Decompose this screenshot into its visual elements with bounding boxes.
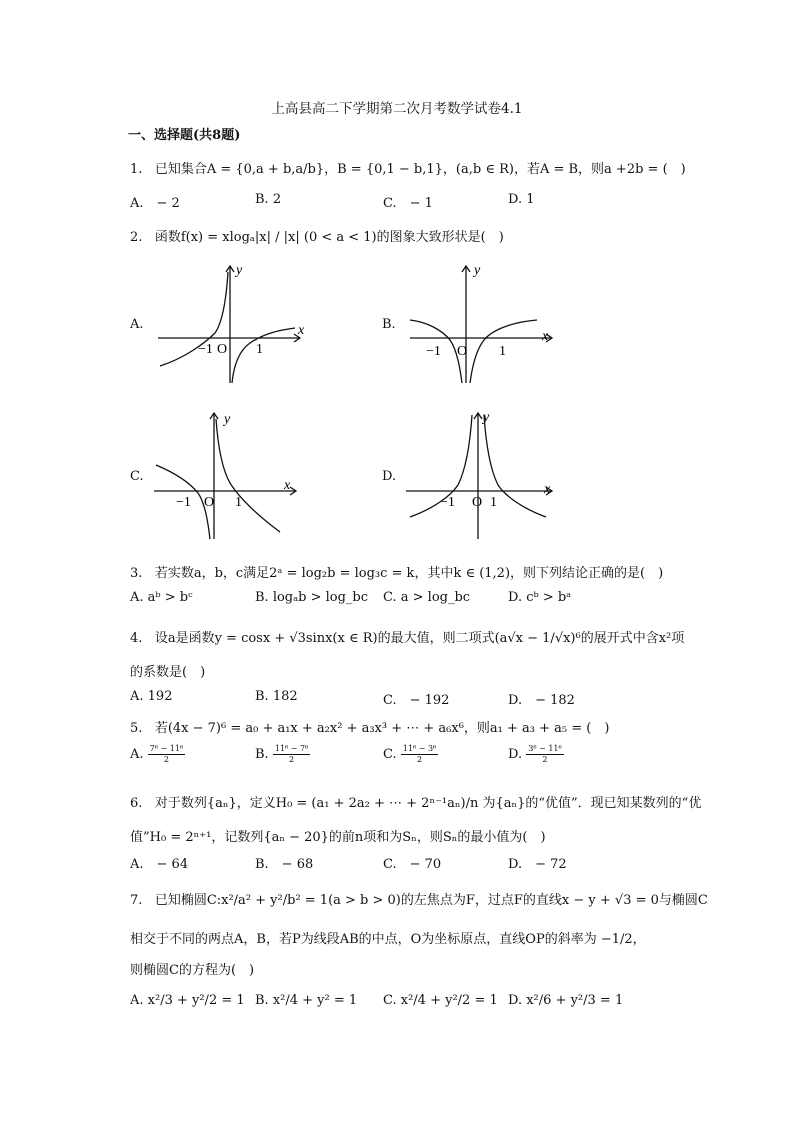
option-d: D. − 72 — [508, 857, 567, 872]
exam-title: 上高县高二下学期第二次月考数学试卷4.1 — [271, 101, 523, 117]
tick-neg-one: −1 — [440, 495, 455, 510]
option-b: B. − 68 — [255, 857, 314, 872]
graph-c-label: C. — [130, 469, 144, 484]
option-a: A. 192 — [130, 689, 173, 704]
question-number: 2. — [130, 230, 143, 245]
fraction-numerator: 7⁶ − 11⁶ — [149, 744, 184, 753]
question-number: 1. — [130, 162, 143, 177]
graph-d — [402, 407, 562, 542]
question-text: 已知集合A = {0,a + b,a/b}，B = {0,1 − b,1}，(a,b ∈ R)，若A = B，则a +2b = ( ) — [154, 162, 686, 177]
question-number: 5. — [130, 721, 143, 736]
y-axis-label: y — [474, 263, 481, 278]
question-5 — [130, 717, 609, 736]
question-number: 3. — [130, 566, 143, 581]
question-number: 7. — [130, 893, 143, 908]
graph-d-label: D. — [382, 469, 397, 484]
option-b: B. x²/4 + y² = 1 — [255, 993, 358, 1008]
option-c: C. − 192 — [383, 693, 450, 708]
tick-one: 1 — [256, 342, 263, 357]
origin-label: O — [217, 342, 228, 357]
question-6 — [130, 792, 701, 811]
origin-label: O — [472, 495, 483, 510]
fraction-denominator: 2 — [416, 755, 423, 764]
question-7-continued-2: 则椭圆C的方程为( ) — [130, 963, 255, 978]
question-number: 4. — [130, 631, 143, 646]
question-7-continued: 相交于不同的两点A，B，若P为线段AB的中点，O为坐标原点，直线OP的斜率为 −1/2， — [130, 932, 646, 947]
fraction-denominator: 2 — [163, 755, 169, 764]
graph-b-label: B. — [382, 317, 396, 332]
option-c: C. − 70 — [383, 857, 442, 872]
question-text: 设a是函数y = cosx + √3sinx(x ∈ R)的最大值，则二项式(a√x − 1/√x)⁶的展开式中含x²项 — [154, 631, 685, 646]
origin-label: O — [204, 495, 215, 510]
fraction-denominator: 2 — [289, 755, 295, 764]
option-d: D. cᵇ > bᵃ — [508, 590, 572, 605]
question-text: 已知椭圆C:x²/a² + y²/b² = 1(a > b > 0)的左焦点为F，过点F的直线x − y + √3 = 0与椭圆C — [154, 893, 708, 908]
question-6-continued: 值”H₀ = 2ⁿ⁺¹，记数列{aₙ − 20}的前n项和为Sₙ，则Sₙ的最小值为( ) — [130, 830, 546, 845]
x-axis-label: x — [542, 329, 549, 344]
option-c: C. x²/4 + y²/2 = 1 — [383, 993, 498, 1008]
x-axis-label: x — [284, 478, 291, 493]
option-a: A. − 64 — [130, 857, 189, 872]
option-b: B. 2 — [255, 192, 282, 207]
question-4-continued: 的系数是( ) — [130, 665, 206, 680]
graph-b — [402, 258, 562, 388]
question-2 — [130, 226, 504, 245]
x-axis-label: x — [298, 323, 305, 338]
fraction-numerator: 3⁶ − 11⁶ — [528, 744, 562, 753]
tick-one: 1 — [499, 344, 506, 359]
tick-neg-one: −1 — [198, 342, 213, 357]
graph-a — [150, 258, 310, 388]
option-b: B. 182 — [255, 689, 298, 704]
option-d: D. 1 — [508, 192, 535, 207]
question-text: 函数f(x) = xlogₐ|x| / |x| (0 < a < 1)的图象大致形状是( ) — [154, 230, 504, 245]
y-axis-label: y — [483, 410, 490, 425]
tick-neg-one: −1 — [426, 344, 441, 359]
option-b: B. $\frac{\text{11⁶ − 7⁶}}{2}$ — [255, 744, 309, 764]
y-axis-label: y — [236, 263, 243, 278]
option-a: A. $\frac{\text{7⁶ − 11⁶}}{2}$ — [130, 744, 184, 764]
x-axis-label: x — [544, 482, 551, 497]
option-b: B. logₐb > log_bc — [255, 590, 369, 605]
question-1 — [130, 158, 686, 177]
option-d: D. x²/6 + y²/3 = 1 — [508, 993, 624, 1008]
section-heading: 一、选择题(共8题) — [128, 128, 241, 143]
tick-one: 1 — [235, 495, 242, 510]
question-text: 对于数列{aₙ}，定义H₀ = (a₁ + 2a₂ + ⋯ + 2ⁿ⁻¹aₙ)/n 为{aₙ}的“优值”．现已知某数列的“优 — [154, 796, 702, 811]
option-c: C. a > log_bc — [383, 590, 471, 605]
question-4 — [130, 627, 684, 646]
tick-one: 1 — [490, 495, 497, 510]
y-axis-label: y — [224, 412, 231, 427]
fraction-numerator: 11⁶ − 3⁶ — [402, 744, 437, 753]
graph-c — [150, 407, 310, 542]
option-a: A. aᵇ > bᶜ — [130, 590, 193, 605]
fraction-denominator: 2 — [542, 755, 548, 764]
option-a: A. x²/3 + y²/2 = 1 — [130, 993, 245, 1008]
origin-label: O — [457, 344, 468, 359]
option-d: D. $\frac{\text{3⁶ − 11⁶}}{2}$ — [508, 744, 562, 764]
fraction-numerator: 11⁶ − 7⁶ — [274, 744, 309, 753]
option-c: C. $\frac{\text{11⁶ − 3⁶}}{2}$ — [383, 744, 437, 764]
graph-a-label: A. — [130, 317, 144, 332]
question-number: 6. — [130, 796, 143, 811]
question-7 — [130, 889, 708, 908]
option-d: D. − 182 — [508, 693, 575, 708]
question-text: 若(4x − 7)⁶ = a₀ + a₁x + a₂x² + a₃x³ + ⋯ + a₆x⁶，则a₁ + a₃ + a₅ = ( ) — [154, 721, 610, 736]
question-text: 若实数a，b，c满足2ᵃ = log₂b = log₃c = k，其中k ∈ (1,2)，则下列结论正确的是( ) — [154, 566, 664, 581]
option-a: A. − 2 — [130, 196, 180, 211]
question-3 — [130, 562, 663, 581]
tick-neg-one: −1 — [176, 495, 191, 510]
option-c: C. − 1 — [383, 196, 433, 211]
